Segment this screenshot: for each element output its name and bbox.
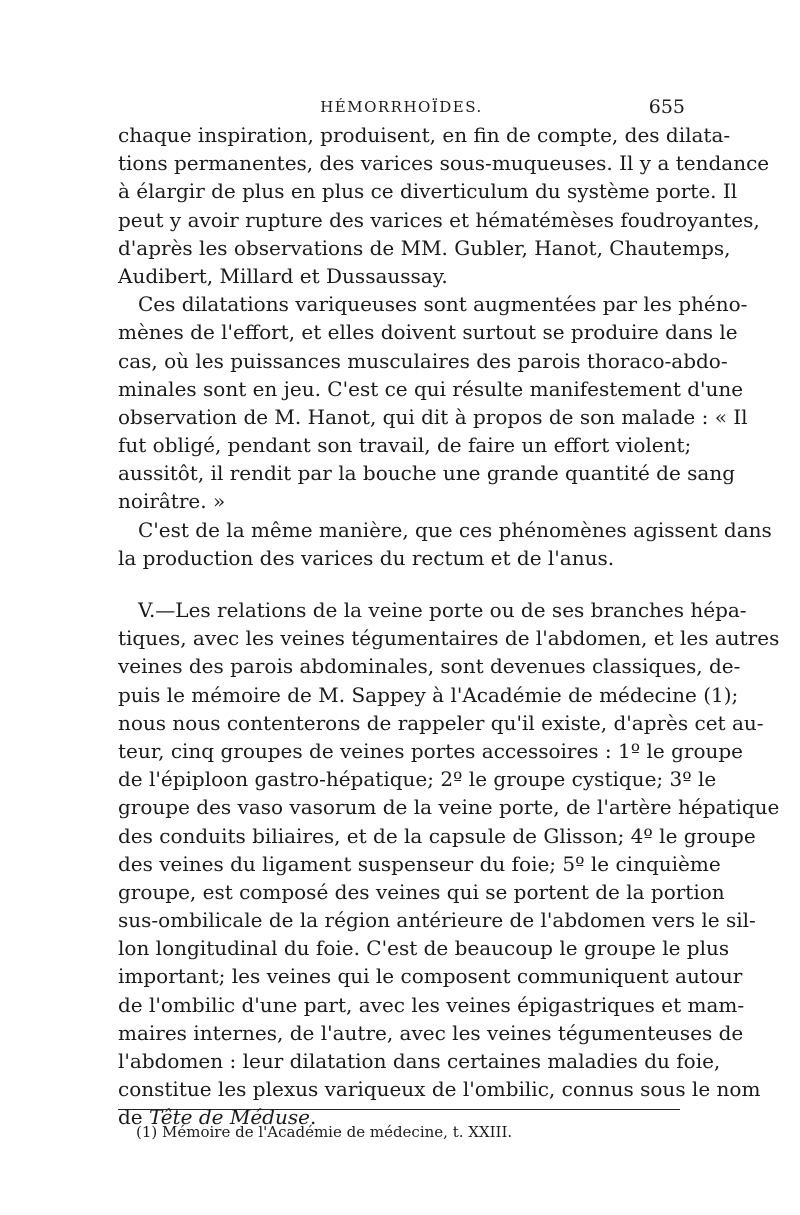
- text-line: teur, cinq groupes de veines portes accessoires : 1º le groupe: [118, 738, 744, 763]
- paragraph: [118, 516, 772, 572]
- text-line: important; les veines qui le composent communiquent autour: [118, 964, 743, 989]
- text-line: à élargir de plus en plus ce diverticulum du système porte. Il: [118, 179, 738, 204]
- body-text: [118, 121, 780, 1132]
- section-gap: [118, 572, 685, 596]
- text-line: Audibert, Millard et Dussaussay.: [118, 263, 448, 288]
- text-line: l'abdomen : leur dilatation dans certaines maladies du foie,: [118, 1049, 721, 1073]
- text-line: veines des parois abdominales, sont devenues classiques, de-: [118, 654, 741, 679]
- text-line: constitue les plexus variqueux de l'ombilic, connus sous le nom: [118, 1077, 761, 1102]
- paragraph: [118, 121, 770, 290]
- text-line: lon longitudinal du foie. C'est de beaucoup le groupe le plus: [118, 936, 730, 961]
- text-line: la production des varices du rectum et de l'anus.: [118, 545, 615, 570]
- text-line: nous nous contenterons de rappeler qu'il existe, d'après cet au-: [118, 710, 764, 735]
- text-line: Ces dilatations variqueuses sont augmentées par les phéno-: [138, 292, 748, 317]
- text-line: cas, où les puissances musculaires des parois thoraco-abdo-: [118, 348, 728, 373]
- text-line: des veines du ligament suspenseur du foie; 5º le cinquième: [118, 851, 721, 876]
- text-line: V.—Les relations de la veine porte ou de ses branches hépa-: [138, 598, 747, 622]
- text-line: de l'épiploon gastro-hépatique; 2º le groupe cystique; 3º le: [118, 767, 717, 792]
- text-line: chaque inspiration, produisent, en fin de compte, des dilata-: [118, 123, 731, 147]
- final-suffix: .: [309, 1105, 317, 1130]
- text-line: de l'ombilic d'une part, avec les veines épigastriques et mam-: [118, 992, 745, 1017]
- final-prefix: de: [118, 1105, 149, 1130]
- text-line: mènes de l'effort, et elles doivent surtout se produire dans le: [118, 320, 738, 345]
- text-line: tions permanentes, des varices sous-muqueuses. Il y a tendance: [118, 151, 770, 176]
- footnote-rule: [118, 1109, 680, 1110]
- text-line: groupe, est composé des veines qui se portent de la portion: [118, 879, 725, 904]
- text-line: aussitôt, il rendit par la bouche une grande quantité de sang: [118, 461, 736, 486]
- text-line: C'est de la même manière, que ces phénomènes agissent dans: [138, 517, 772, 542]
- text-line: puis le mémoire de M. Sappey à l'Académie de médecine (1);: [118, 682, 739, 707]
- text-line: des conduits biliaires, et de la capsule de Glisson; 4º le groupe: [118, 823, 756, 848]
- text-line: tiques, avec les veines tégumentaires de l'abdomen, et les autres: [118, 626, 780, 651]
- paragraph: [118, 290, 748, 516]
- text-line: fut obligé, pendant son travail, de faire un effort violent;: [118, 433, 692, 458]
- text-line: d'après les observations de MM. Gubler, Hanot, Chautemps,: [118, 235, 731, 260]
- page-number: 655: [648, 96, 685, 118]
- text-line: observation de M. Hanot, qui dit à propos de son malade : « Il: [118, 404, 748, 429]
- text-line: minales sont en jeu. C'est ce qui résulte manifestement d'une: [118, 376, 744, 401]
- running-title: HÉMORRHOÏDES.: [320, 98, 483, 116]
- text-line: peut y avoir rupture des varices et hématémèses foudroyantes,: [118, 207, 760, 232]
- italic-phrase: Tête de Méduse: [149, 1105, 310, 1130]
- text-line: noirâtre. »: [118, 489, 226, 514]
- text-line: maires internes, de l'autre, avec les veines tégumenteuses de: [118, 1020, 744, 1045]
- text-line: groupe des vaso vasorum de la veine porte, de l'artère hépatique: [118, 795, 780, 820]
- paragraph: [118, 596, 780, 1132]
- text-line: sus-ombilicale de la région antérieure de l'abdomen vers le sil-: [118, 908, 756, 933]
- footnote: (1) Mémoire de l'Académie de médecine, t. XXIII.: [136, 1123, 513, 1141]
- running-head: [118, 96, 685, 120]
